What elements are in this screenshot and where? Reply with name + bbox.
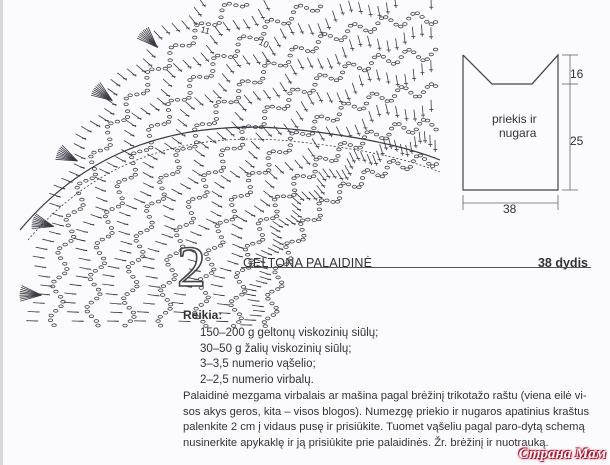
dim-side: 25 <box>570 134 584 148</box>
material-item: 30–50 g žalių viskozinių siūlų; <box>200 342 352 355</box>
pattern-title: GELTONA PALAIDINĖ <box>243 256 373 270</box>
dim-top: 16 <box>570 67 584 81</box>
material-item: 3–3,5 numerio vąšelio; <box>200 358 316 370</box>
material-item: 150–200 g geltonų viskozinių siūlų; <box>200 327 379 339</box>
garment-schematic <box>430 40 610 230</box>
schematic-label-2: nugara <box>499 126 537 140</box>
materials-heading: Reikia: <box>183 308 223 322</box>
chart-label-10: 10 <box>257 36 271 51</box>
pattern-size: 38 dydis <box>537 256 588 270</box>
title-divider <box>241 267 591 268</box>
instructions-text: Palaidinė mezgama virbalais ar mašina pagal brėžinį trikotažo raštu (viena eilė vi-sos akys geros, kita – visos blogos). Numezgę priekio ir nugaros apatinius kraštus palenkite 2 cm į vidaus pusę ir prisiūkite. Tuomet vąšeliu pagal paro-dytą schemą nusinerkite apykaklę ir ją prisiūkite prie palaidinės. Žr. brėžinį ir nuotrauką. <box>183 390 590 449</box>
material-item: 2–2,5 numerio virbalų. <box>200 373 314 386</box>
dim-bottom: 38 <box>503 202 517 216</box>
pattern-number: 2 <box>177 234 206 299</box>
schematic-label-1: priekis ir <box>492 112 537 126</box>
chart-label-11: 11 <box>199 24 212 37</box>
materials-list <box>200 326 378 388</box>
watermark-logo: Страна Мам <box>518 446 606 462</box>
